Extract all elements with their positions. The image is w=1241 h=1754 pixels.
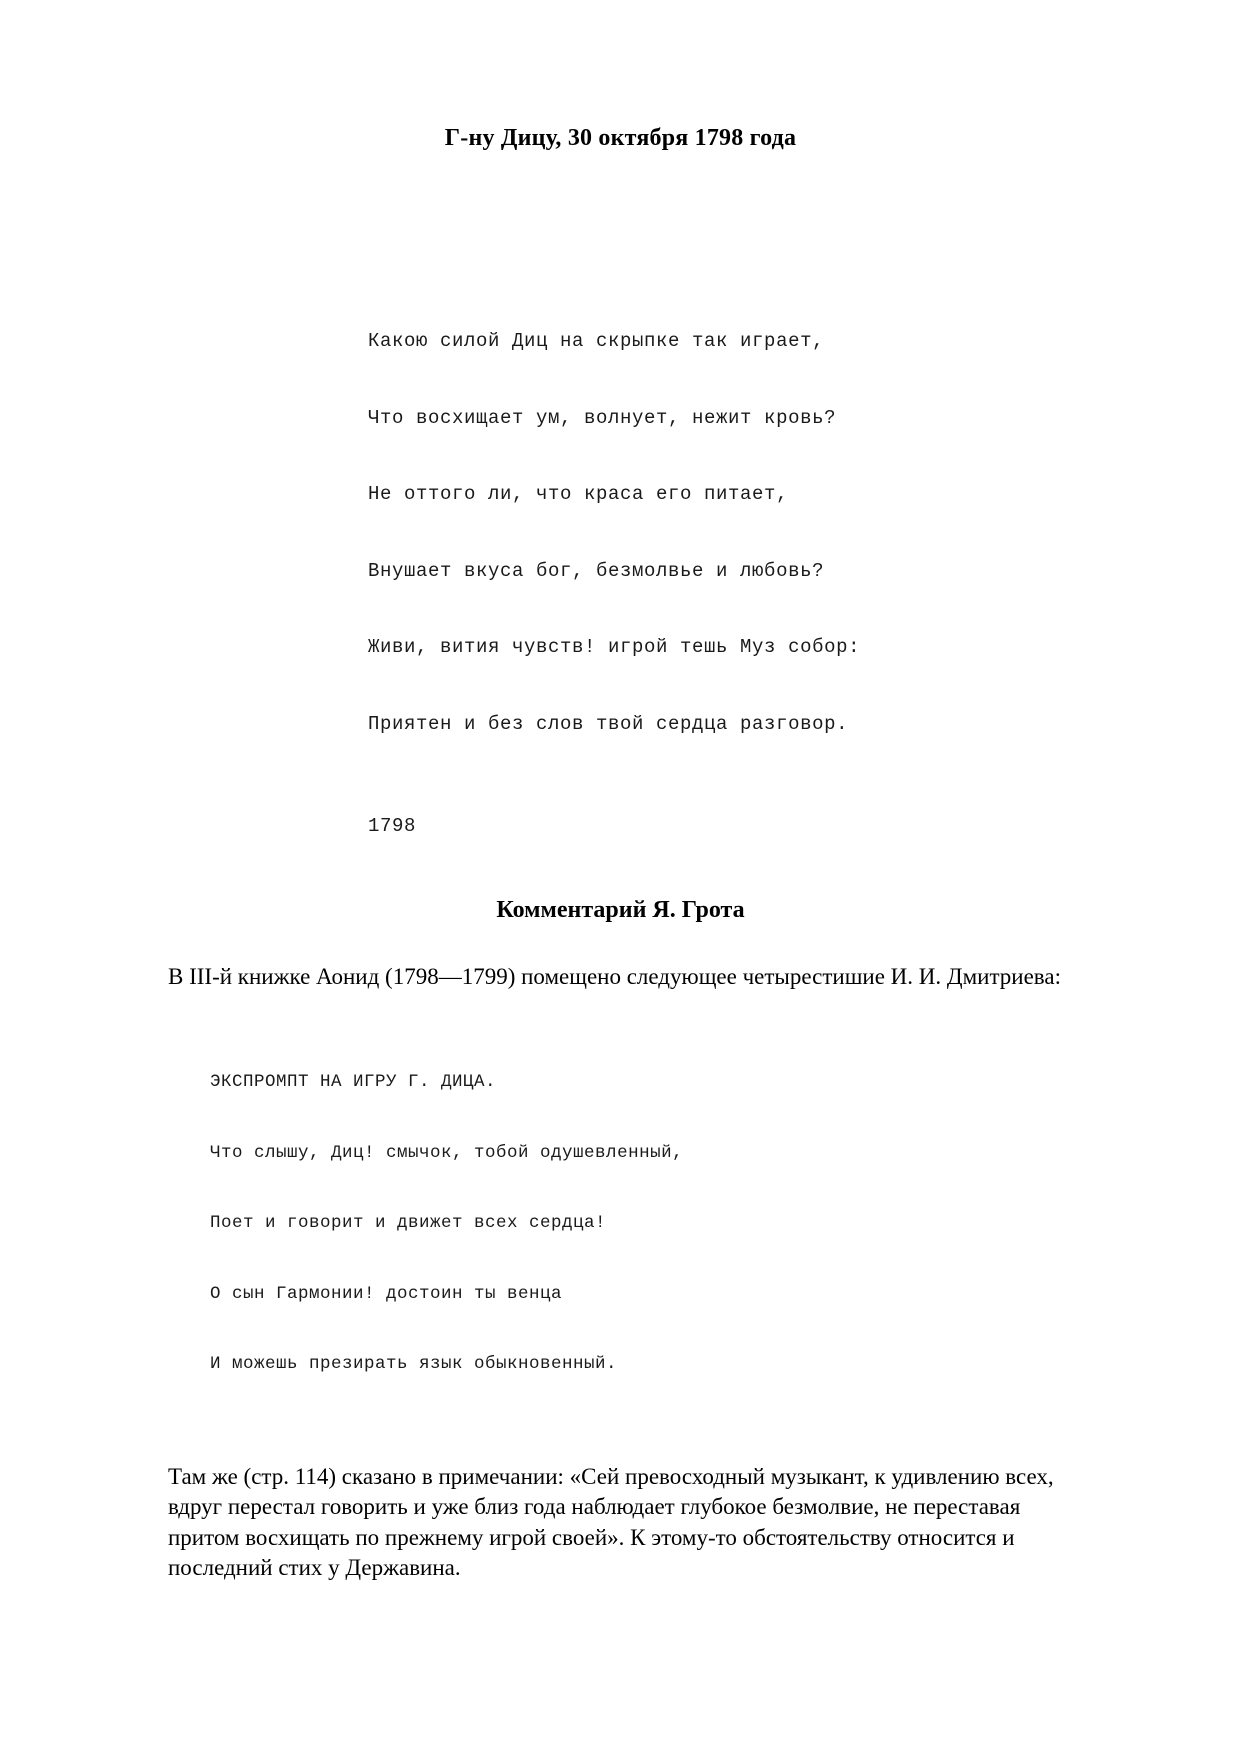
poem-line: Что восхищает ум, волнует, нежит кровь?	[368, 406, 837, 429]
poem-line: Приятен и без слов твой сердца разговор.	[368, 712, 849, 735]
page-title: Г-ну Дицу, 30 октября 1798 года	[444, 125, 797, 151]
quoted-poem	[168, 992, 1073, 1424]
quote-line: И можешь презирать язык обыкновенный.	[210, 1354, 618, 1374]
poem-line: Какою силой Диц на скрыпке так играет,	[368, 330, 825, 352]
poem-line: Не оттого ли, что краса его питает,	[368, 483, 789, 505]
quote-line: Поет и говорит и движет всех сердца!	[210, 1213, 607, 1233]
commentary-heading: Комментарий Я. Грота	[496, 897, 745, 923]
poem-body	[168, 152, 1073, 788]
quote-line: Что слышу, Диц! смычок, тобой одушевленный,	[210, 1142, 684, 1163]
poem-year: 1798	[368, 815, 417, 837]
quote-line: О сын Гармонии! достоин ты венца	[210, 1283, 563, 1304]
quote-line: ЭКСПРОМПТ НА ИГРУ Г. ДИЦА.	[210, 1072, 497, 1092]
poem-line: Живи, вития чувств! игрой тешь Муз собор:	[368, 636, 861, 658]
commentary-body: Там же (стр. 114) сказано в примечании: «Сей превосходный музыкант, к удивлению всех, вдруг перестал говорить и уже близ года наблюдает глубокое безмолвие, не переставая притом восхищать по прежнему игрой своей». К этому-то обстоятельству относится и последний стих у Державина.	[168, 1463, 1054, 1580]
commentary-intro: В III-й книжке Аонид (1798—1799) помещено следующее четырестишие И. И. Дмитриева:	[168, 964, 1061, 989]
poem-line: Внушает вкуса бог, безмолвье и любовь?	[368, 559, 825, 582]
